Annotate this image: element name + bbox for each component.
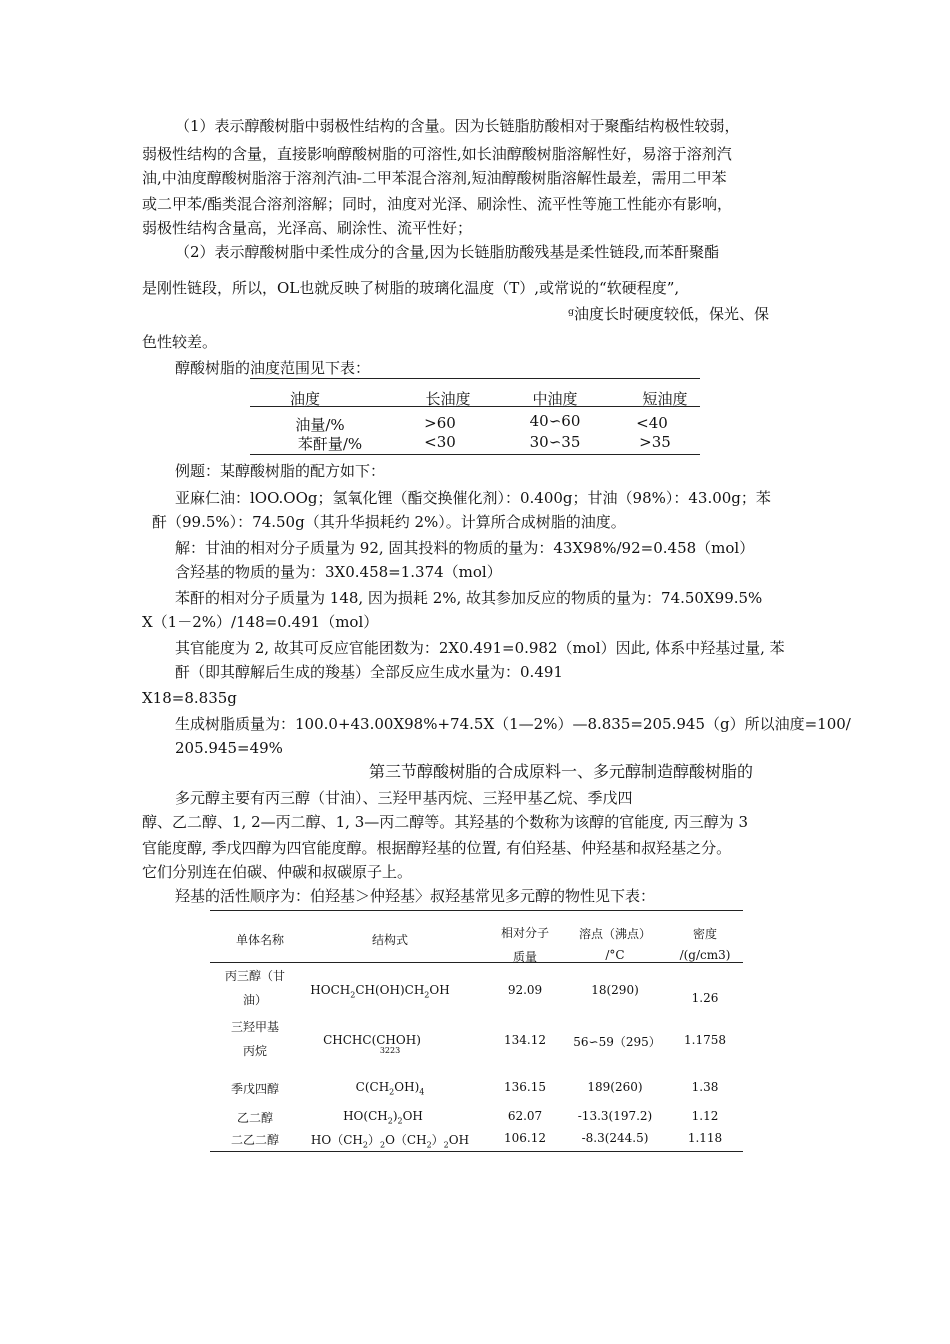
section-heading: 第三节醇酸树脂的合成原料一、多元醇制造醇酸树脂的 [369, 762, 754, 781]
polyol-r5-structure: $HO(CH_2)_2O(CH_2)_2OH$ [310, 1133, 470, 1150]
para1-line4: 或二甲苯/酯类混合溶剂溶解；同时，油度对光泽、刷涂性、流平性等施工性能亦有影响， [142, 195, 733, 213]
para2-line4: 色性较差。 [142, 333, 218, 351]
table-bottom-rule [250, 454, 700, 455]
oil-cell-r1c3: 40∽60 [529, 412, 581, 430]
oil-header-medium: 中油度 [532, 390, 578, 408]
solution-line1: 解：甘油的相对分子质量为 92, 固其投料的物质的量为：43X98%/92=0.458（mol） [175, 539, 755, 557]
example-line1: 亚麻仁油：lOO.OOg；氢氧化锂（酯交换催化剂）：0.400g；甘油（98%）：43.00g；苯 [175, 489, 771, 507]
polyol-header-density-line1: 密度 [692, 927, 717, 941]
polyol-r5-mw: 106.12 [504, 1131, 546, 1145]
solution-line6: 酐（即其醇解后生成的羧基）全部反应生成水量为：0.491 [175, 663, 563, 681]
example-line2: 酐（99.5%）：74.50g（其升华损耗约 2%）。计算所合成树脂的油度。 [152, 513, 626, 531]
oil-header-short: 短油度 [642, 390, 688, 408]
oil-cell-r1c4: <40 [636, 414, 668, 432]
section3-line1: 多元醇主要有丙三醇（甘油）、三羟甲基丙烷、三羟甲基乙烷、季戊四 [175, 789, 633, 807]
polyol-r2-density: 1.1758 [684, 1033, 726, 1047]
para2-line1: （2）表示醇酸树脂中柔性成分的含量,因为长链脂肪酸残基是柔性链段,而苯酐聚酯 [175, 243, 720, 261]
polyol-r3-mp: 189(260) [587, 1080, 643, 1094]
oil-cell-r2c3: 30∽35 [529, 433, 581, 451]
polyol-r2-structure-subscript: 3223 [379, 1046, 401, 1055]
polyol-r4-name: 乙二醇 [236, 1111, 273, 1125]
oil-cell-r1c1: 油量/% [295, 416, 345, 434]
oil-cell-r2c1: 苯酐量/% [297, 435, 363, 453]
solution-line3: 苯酐的相对分子质量为 148, 因为损耗 2%, 故其参加反应的物质的量为：74.50X99.5% [175, 589, 763, 607]
polyol-r3-mw: 136.15 [504, 1080, 546, 1094]
polyol-r5-density: 1.118 [687, 1131, 723, 1145]
polyol-r1-density: 1.26 [691, 991, 719, 1005]
polyol-r2-name-line2: 丙烷 [242, 1044, 267, 1058]
polyol-r1-structure: $HOCH_2CH(OH)CH_2OH$ [310, 983, 450, 1000]
polyol-r4-mp: -13.3(197.2) [577, 1109, 653, 1123]
polyol-r3-density: 1.38 [691, 1080, 719, 1094]
polyol-r2-mp: 56∽59（295） [573, 1035, 661, 1049]
polyol-header-mp-line1: 溶点（沸点） [578, 927, 651, 941]
polyol-r4-structure: $HO(CH_2)_2OH$ [343, 1109, 423, 1126]
oil-table-intro: 醇酸树脂的油度范围见下表： [175, 359, 371, 377]
polyol-header-density-line2: /(g/cm3) [679, 948, 731, 962]
para2-line2: 是刚性链段，所以，OL也就反映了树脂的玻璃化温度（T）,或常说的“软硬程度”, [142, 279, 680, 297]
solution-line7: X18=8.835g [142, 689, 237, 707]
solution-line8: 生成树脂质量为：100.0+43.00X98%+74.5X（1—2%）—8.835=205.945（g）所以油度=100/ [175, 715, 851, 733]
para1-line5: 弱极性结构含量高，光泽高、刷涂性、流平性好； [142, 219, 473, 237]
polyol-table-top-rule [210, 910, 743, 911]
para1-line1: （1）表示醇酸树脂中弱极性结构的含量。因为长链脂肪酸相对于聚酯结构极性较弱， [175, 117, 740, 135]
para1-line2: 弱极性结构的含量，直接影响醇酸树脂的可溶性,如长油醇酸树脂溶解性好，易溶于溶剂汽 [142, 145, 732, 163]
oil-header-oil-length: 油度 [289, 390, 320, 408]
polyol-r4-mw: 62.07 [507, 1109, 543, 1123]
polyol-r5-mp: -8.3(244.5) [581, 1131, 649, 1145]
para1-line3: 油,中油度醇酸树脂溶于溶剂汽油-二甲苯混合溶剂,短油醇酸树脂溶解性最差，需用二甲苯 [142, 169, 727, 187]
oil-cell-r2c4: >35 [639, 433, 671, 451]
polyol-r4-density: 1.12 [691, 1109, 719, 1123]
polyol-r5-name: 二乙二醇 [230, 1133, 279, 1147]
polyol-header-name: 单体名称 [235, 933, 284, 947]
oil-cell-r2c2: <30 [424, 433, 456, 451]
polyol-table-header-rule [210, 962, 743, 963]
polyol-header-mp-line2: /°C [605, 948, 625, 962]
polyol-header-mw-line2: 质量 [512, 950, 537, 964]
table-header-rule [250, 406, 700, 407]
table-top-rule [250, 378, 700, 379]
section3-line3: 官能度醇, 季戊四醇为四官能度醇。根据醇羟基的位置, 有伯羟基、仲羟基和叔羟基之分。 [142, 839, 732, 857]
polyol-r1-mw: 92.09 [507, 983, 543, 997]
polyol-r1-name-line2: 油） [242, 993, 267, 1007]
polyol-r3-name: 季戊四醇 [230, 1082, 279, 1096]
example-title: 例题：某醇酸树脂的配方如下： [175, 462, 386, 480]
solution-line4: X（1－2%）/148=0.491（mol） [142, 613, 379, 631]
section3-line5: 羟基的活性顺序为：伯羟基＞仲羟基〉叔羟基常见多元醇的物性见下表： [175, 887, 656, 905]
polyol-r2-mw: 134.12 [504, 1033, 546, 1047]
oil-cell-r1c2: >60 [424, 414, 456, 432]
polyol-r1-mp: 18(290) [591, 983, 639, 997]
polyol-r3-structure: $C(CH_2OH)_4$ [355, 1080, 425, 1097]
polyol-header-structure: 结构式 [371, 933, 408, 947]
para2-line3: ᵍ油度长时硬度较低，保光、保 [568, 305, 769, 323]
section3-line2: 醇、乙二醇、1, 2—丙二醇、1, 3—丙二醇等。其羟基的个数称为该醇的官能度, 丙三醇为 3 [142, 813, 749, 831]
section3-line4: 它们分别连在伯碳、仲碳和叔碳原子上。 [142, 863, 413, 881]
solution-line2: 含羟基的物质的量为：3X0.458=1.374（mol） [175, 563, 502, 581]
polyol-table-bottom-rule [210, 1151, 743, 1152]
polyol-r2-structure: CHCHC(CHOH) [323, 1033, 421, 1047]
solution-line9: 205.945=49% [175, 739, 283, 757]
polyol-r2-name-line1: 三羟甲基 [230, 1020, 279, 1034]
oil-header-long: 长油度 [425, 390, 471, 408]
polyol-header-mw-line1: 相对分子 [500, 926, 549, 940]
polyol-r1-name-line1: 丙三醇（甘 [224, 969, 285, 983]
solution-line5: 其官能度为 2, 故其可反应官能团数为：2X0.491=0.982（mol）因此, 体系中羟基过量, 苯 [175, 639, 785, 657]
